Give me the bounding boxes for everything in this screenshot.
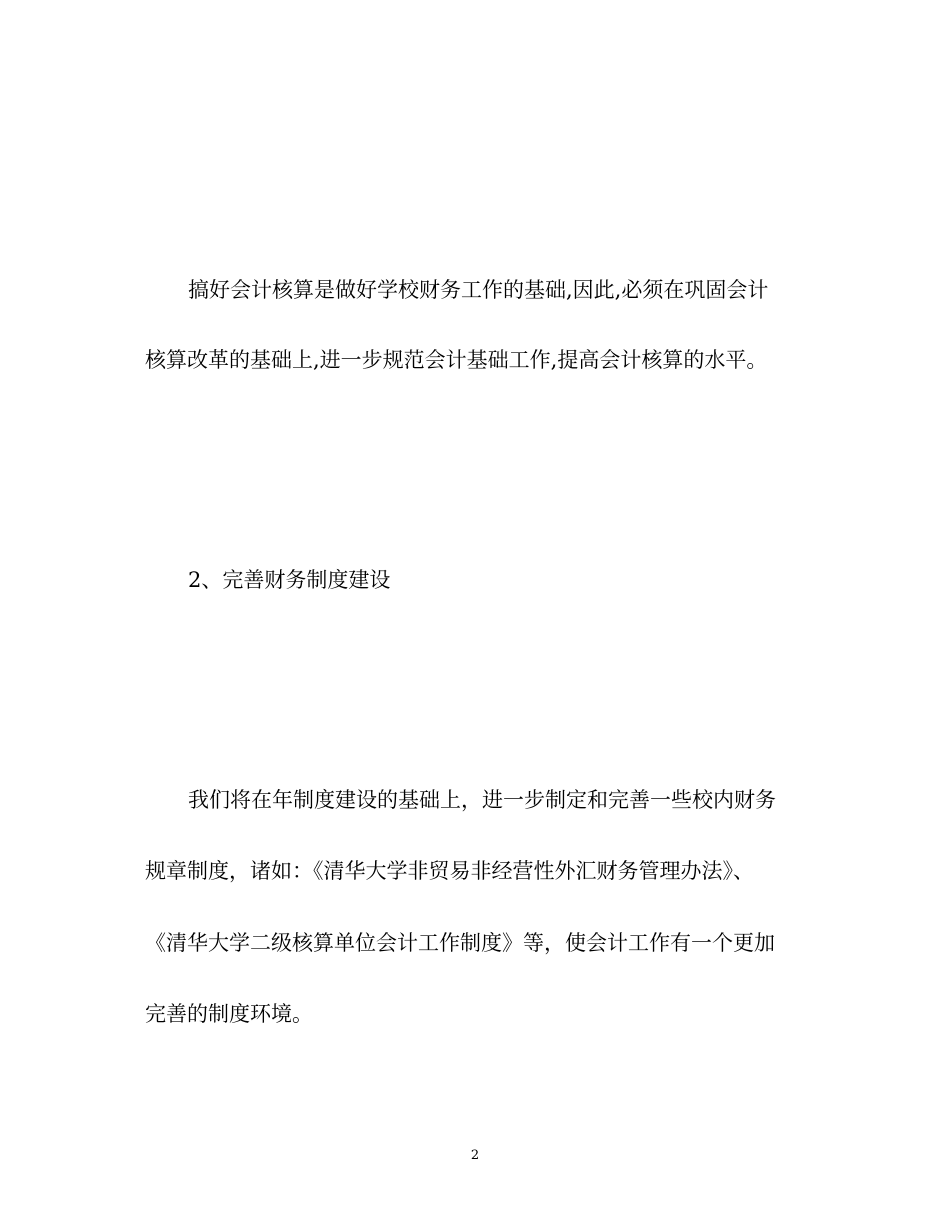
paragraph-1-line-1: 搞好会计核算是做好学校财务工作的基础,因此,必须在巩固会计: [188, 278, 769, 302]
paragraph-1-line-2: 核算改革的基础上,进一步规范会计基础工作,提高会计核算的水平。: [145, 348, 768, 372]
paragraph-3-line-4: 完善的制度环境。: [145, 1002, 313, 1026]
paragraph-3-line-1: 我们将在年制度建设的基础上，进一步制定和完善一些校内财务: [188, 788, 776, 812]
section-heading: 2、完善财务制度建设: [188, 568, 391, 592]
page-number: 2: [470, 1148, 480, 1163]
paragraph-3-line-3: 《清华大学二级核算单位会计工作制度》等，使会计工作有一个更加: [145, 931, 775, 955]
paragraph-3-line-2: 规章制度，诸如：《清华大学非贸易非经营性外汇财务管理办法》、: [145, 859, 754, 883]
